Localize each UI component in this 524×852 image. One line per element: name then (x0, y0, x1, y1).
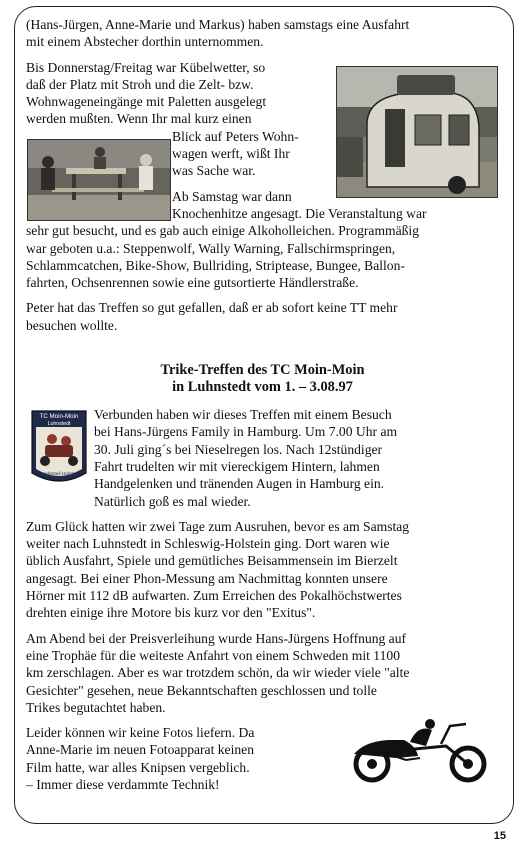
text-line: Hörner mit 112 dB aufwarten. Zum Erreichen des Pokalhöchstwertes (26, 588, 402, 604)
club-logo (30, 409, 88, 489)
text-line: Natürlich goß es mal wieder. (94, 493, 251, 509)
text-line: Am Abend bei der Preisverleihung wurde Hans-Jürgens Hoffnung auf (26, 630, 407, 646)
text-line: war geboten u.a.: Steppenwolf, Wally Warning, Fallschirmspringen, (26, 240, 396, 256)
text-line: 30. Juli ging´s bei Nieselregen los. Nach 12stündiger (94, 441, 383, 457)
trike-icon (346, 716, 496, 784)
club-badge-icon (30, 409, 88, 489)
weather-paragraph (26, 59, 499, 180)
text-line: Handgelenken und tränenden Augen in Hamburg ein. (94, 476, 385, 492)
text-line: Ab Samstag war dann (172, 188, 292, 204)
text-line: drehten einige ihre Motore bis kurz vor den "Exitus". (26, 605, 316, 621)
text-line: Peter hat das Treffen so gut gefallen, daß er ab sofort keine TT mehr (26, 300, 398, 316)
article-paragraph-3 (26, 630, 499, 716)
text-line: Verbunden haben wir dieses Treffen mit einem Besuch (94, 407, 392, 423)
text-line: besuchen wollte. (26, 317, 118, 333)
text-line: Trikes begutachtet haben. (26, 699, 166, 715)
text-line: Blick auf Peters Wohn- (172, 128, 299, 144)
text-line: üblich Ausfahrt, Spiele und gemütliches Beisammensein im Bierzelt (26, 553, 398, 569)
text-line: bei Hans-Jürgens Family in Hamburg. Um 7.00 Uhr am (94, 424, 398, 440)
text-line: km zerschlagen. Aber es war trotzdem schön, da wir wieder viele "alte (26, 665, 410, 681)
text-line: Schlammcatchen, Bike-Show, Bullriding, Striptease, Bungee, Ballon- (26, 257, 405, 273)
intro-line: (Hans-Jürgen, Anne-Marie und Markus) haben samstags eine Ausfahrt (26, 17, 410, 32)
text-line: fahrten, Ochsenrennen sowie eine gutsortierte Händlerstraße. (26, 275, 359, 291)
text-line: angesagt. Bei einer Phon-Messung am Nachmittag konnten unsere (26, 570, 388, 586)
logo-sub-text: Luhnstedt (47, 421, 71, 427)
text-line: – Immer diese verdammte Technik! (26, 776, 220, 792)
text-line: Wohnwageneingänge mit Paletten ausgelegt (26, 94, 267, 110)
text-line: eine Trophäe für die weiteste Anfahrt von einem Schweden mit 1100 (26, 647, 400, 663)
page-number: 15 (493, 830, 506, 842)
text-line: wagen werft, wißt Ihr (172, 146, 290, 162)
article-paragraph-1 (26, 406, 499, 510)
text-line: Knochenhitze angesagt. Die Veranstaltung war (172, 205, 427, 221)
text-line: Fahrt trudelten wir mit viereckigem Hintern, lahmen (94, 458, 380, 474)
intro-line: mit einem Abstecher dorthin unternommen. (26, 34, 264, 50)
text-line: daß der Platz mit Stroh und die Zelt- bzw. (26, 76, 254, 92)
text-line: Gesichter" gesehen, neue Bekanntschaften geschlossen und tolle (26, 682, 377, 698)
text-line: weiter nach Luhnstedt in Schleswig-Holstein ging. Dort waren wie (26, 536, 390, 552)
text-line: Film hatte, war alles Knipsen vergeblich. (26, 759, 250, 775)
text-line: Leider können wir keine Fotos liefern. Da (26, 725, 255, 741)
text-line: Bis Donnerstag/Freitag war Kübelwetter, so (26, 59, 266, 75)
page-content (26, 16, 499, 793)
article-subtitle: in Luhnstedt vom 1. – 3.08.97 (172, 379, 353, 396)
text-line: sehr gut besucht, und es gab auch einige Alkoholleichen. Programmäßig (26, 223, 419, 239)
text-line: Anne-Marie im neuen Fotoapparat keinen (26, 742, 254, 758)
logo-top-text: TC Moin-Moin (39, 413, 79, 420)
article-title: Trike-Treffen des TC Moin-Moin (160, 362, 365, 379)
logo-bottom-text: Landesteil Holstein (38, 472, 80, 477)
text-line: was Sache war. (172, 163, 256, 179)
text-line: Zum Glück hatten wir zwei Tage zum Ausruhen, bevor es am Samstag (26, 518, 410, 534)
article-paragraph-2 (26, 518, 499, 622)
trike-drawing (346, 716, 496, 784)
saturday-paragraph (26, 188, 499, 292)
text-line: werden mußten. Wenn Ihr mal kurz einen (26, 111, 252, 127)
